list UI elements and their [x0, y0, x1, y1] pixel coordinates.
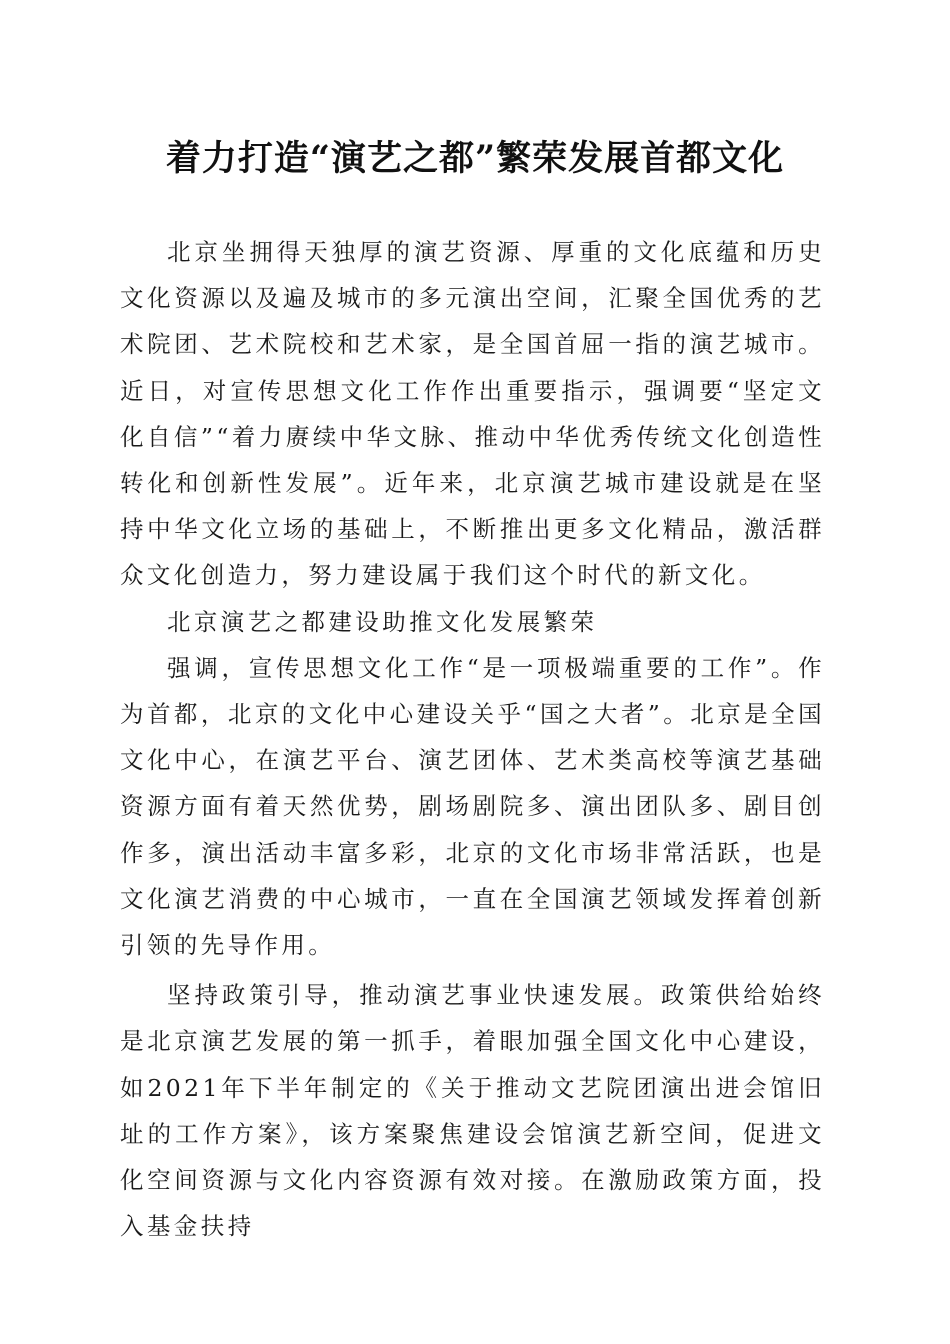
section-heading: 北京演艺之都建设助推文化发展繁荣 [167, 607, 598, 636]
document-body [120, 229, 825, 1249]
paragraph-cultural-center: 强调，宣传思想文化工作“是一项极端重要的工作”。作为首都，北京的文化中心建设关乎“国之大者”。北京是全国文化中心，在演艺平台、演艺团体、艺术类高校等演艺基础资源方面有着天然优势，剧场剧院多、演出团队多、剧目创作多，演出活动丰富多彩，北京的文化市场非常活跃，也是文化演艺消费的中心城市，一直在全国演艺领域发挥着创新引领的先导作用。 [120, 653, 825, 960]
document-title: 着力打造“演艺之都”繁荣发展首都文化 [165, 138, 785, 179]
paragraph-policy: 坚持政策引导，推动演艺事业快速发展。政策供给始终是北京演艺发展的第一抓手，着眼加强全国文化中心建设，如2021年下半年制定的《关于推动文艺院团演出进会馆旧址的工作方案》，该方案聚焦建设会馆演艺新空间，促进文化空间资源与文化内容资源有效对接。在激励政策方面，投入基金扶持 [120, 981, 825, 1241]
paragraph-intro: 北京坐拥得天独厚的演艺资源、厚重的文化底蕴和历史文化资源以及遍及城市的多元演出空间，汇聚全国优秀的艺术院团、艺术院校和艺术家，是全国首屈一指的演艺城市。近日，对宣传思想文化工作作出重要指示，强调要“坚定文化自信”“着力赓续中华文脉、推动中华优秀传统文化创造性转化和创新性发展”。近年来，北京演艺城市建设就是在坚持中华文化立场的基础上，不断推出更多文化精品，激活群众文化创造力，努力建设属于我们这个时代的新文化。 [120, 238, 825, 590]
